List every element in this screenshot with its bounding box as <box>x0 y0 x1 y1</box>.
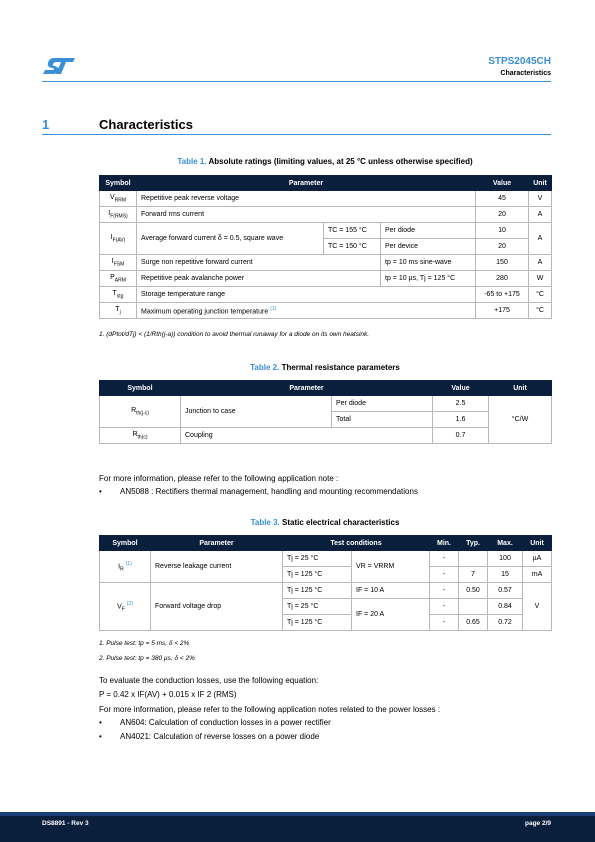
col-value: Value <box>433 381 489 396</box>
col-typ: Typ. <box>459 536 488 551</box>
table-row <box>100 428 552 444</box>
info-paragraph: For more information, please refer to the following application notes related to the power losses : <box>99 705 441 714</box>
min-cell: - <box>430 599 459 615</box>
unit-cell: A <box>529 255 552 271</box>
typ-cell: 7 <box>459 567 488 583</box>
col-symbol: Symbol <box>100 176 137 191</box>
min-cell: - <box>430 615 459 631</box>
doc-revision: DS8891 - Rev 3 <box>42 820 89 827</box>
condition-cell: Tj = 25 °C <box>283 551 352 567</box>
table-row <box>100 191 552 207</box>
table1-footnote: 1. (dPtot/dTj) < (1/Rth(j-a)) condition to avoid thermal runaway for a diode on its own heatsink. <box>99 331 370 338</box>
col-max: Max. <box>488 536 523 551</box>
symbol-rthjc: $R_{th(j-c)}$ <box>100 396 181 428</box>
table-row <box>100 551 552 567</box>
param-cell: Coupling <box>181 428 433 444</box>
param-cell: Average forward current δ = 0.5, square wave <box>137 223 324 255</box>
param-cell: Forward rms current <box>137 207 476 223</box>
condition-cell: TC = 150 °C <box>324 239 381 255</box>
typ-cell <box>459 551 488 567</box>
table-row <box>100 271 552 287</box>
param-cell: Reverse leakage current <box>151 551 283 583</box>
condition-cell: IF = 20 A <box>352 599 430 631</box>
symbol-tj: $T_j$ <box>100 303 137 319</box>
table-row <box>100 303 552 319</box>
symbol-ifrms: $I_{F(RMS)}$ <box>100 207 137 223</box>
page-number: page 2/9 <box>524 820 551 827</box>
equation: P = 0.42 x IF(AV) + 0.015 x IF 2 (RMS) <box>99 690 237 699</box>
symbol-parm: $P_{ARM}$ <box>100 271 137 287</box>
value-cell: +175 <box>476 303 529 319</box>
unit-cell: A <box>529 207 552 223</box>
unit-cell: °C <box>529 303 552 319</box>
table3-caption: Table 3. Static electrical characteristics <box>250 518 400 527</box>
symbol-vf: $V_F$ $^{(2)}$ <box>100 583 151 631</box>
bullet-item: • AN604: Calculation of conduction losses in a power rectifier <box>99 718 331 727</box>
table-row <box>100 583 552 599</box>
bullet-item: • AN4021: Calculation of reverse losses on a power diode <box>99 732 320 741</box>
col-symbol: Symbol <box>100 536 151 551</box>
typ-cell: 0.65 <box>459 615 488 631</box>
value-cell: 10 <box>476 223 529 239</box>
info-paragraph: For more information, please refer to the following application note : <box>99 474 339 483</box>
unit-cell: °C/W <box>489 396 552 444</box>
condition-cell: TC = 155 °C <box>324 223 381 239</box>
col-value: Value <box>476 176 529 191</box>
unit-cell: W <box>529 271 552 287</box>
max-cell: 15 <box>488 567 523 583</box>
value-cell: 20 <box>476 207 529 223</box>
param-cell: Forward voltage drop <box>151 583 283 631</box>
value-cell: 280 <box>476 271 529 287</box>
table3-footnote: 2. Pulse test: tp = 380 µs, δ < 2% <box>99 655 195 662</box>
min-cell: - <box>430 551 459 567</box>
table-row <box>100 287 552 303</box>
static-electrical-table <box>99 535 552 631</box>
table-row <box>100 396 552 412</box>
table-row <box>100 207 552 223</box>
col-unit: Unit <box>489 381 552 396</box>
param-cell: Surge non repetitive forward current <box>137 255 381 271</box>
value-cell: 0.7 <box>433 428 489 444</box>
max-cell: 0.84 <box>488 599 523 615</box>
condition-cell: Per diode <box>381 223 476 239</box>
symbol-ifav: $I_{F(AV)}$ <box>100 223 137 255</box>
param-cell: Repetitive peak reverse voltage <box>137 191 476 207</box>
unit-cell: mA <box>523 567 552 583</box>
symbol-vrrm: $V_{RRM}$ <box>100 191 137 207</box>
min-cell: - <box>430 583 459 599</box>
param-cell: Maximum operating junction temperature $^{(1)}$ <box>137 303 476 319</box>
table2-caption: Table 2. Thermal resistance parameters <box>250 363 400 372</box>
condition-cell: IF = 10 A <box>352 583 430 599</box>
value-cell: 20 <box>476 239 529 255</box>
condition-cell: Tj = 125 °C <box>283 583 352 599</box>
unit-cell: °C <box>529 287 552 303</box>
max-cell: 0.72 <box>488 615 523 631</box>
col-test-conditions: Test conditions <box>283 536 430 551</box>
condition-cell: Per device <box>381 239 476 255</box>
value-cell: 45 <box>476 191 529 207</box>
unit-cell: A <box>529 223 552 255</box>
header-divider <box>42 81 551 82</box>
typ-cell <box>459 599 488 615</box>
symbol-ir: $I_R$ $^{(1)}$ <box>100 551 151 583</box>
section-number: 1 <box>42 117 50 132</box>
table1-caption: Table 1. Absolute ratings (limiting values, at 25 °C unless otherwise specified) <box>177 157 473 166</box>
param-cell: Junction to case <box>181 396 332 428</box>
condition-cell: Total <box>332 412 433 428</box>
col-parameter: Parameter <box>137 176 476 191</box>
col-parameter: Parameter <box>181 381 433 396</box>
condition-cell: Tj = 125 °C <box>283 567 352 583</box>
condition-cell: Tj = 125 °C <box>283 615 352 631</box>
col-parameter: Parameter <box>151 536 283 551</box>
section-title: Characteristics <box>99 117 193 132</box>
table-row <box>100 223 552 239</box>
col-symbol: Symbol <box>100 381 181 396</box>
condition-cell: VR = VRRM <box>352 551 430 583</box>
unit-cell: V <box>523 583 552 631</box>
st-logo <box>42 57 76 75</box>
unit-cell: µA <box>523 551 552 567</box>
section-divider <box>42 134 551 135</box>
param-cell: Repetitive peak avalanche power <box>137 271 381 287</box>
condition-cell: tp = 10 ms sine-wave <box>381 255 476 271</box>
unit-cell: V <box>529 191 552 207</box>
table-row <box>100 255 552 271</box>
max-cell: 0.57 <box>488 583 523 599</box>
condition-cell: Tj = 25 °C <box>283 599 352 615</box>
thermal-resistance-table <box>99 380 552 444</box>
symbol-tstg: $T_{stg}$ <box>100 287 137 303</box>
condition-cell: Per diode <box>332 396 433 412</box>
symbol-ifsm: $I_{FSM}$ <box>100 255 137 271</box>
col-unit: Unit <box>523 536 552 551</box>
bullet-item: • AN5088 : Rectifiers thermal management, handling and mounting recommendations <box>99 487 418 496</box>
doc-subtitle: Characteristics <box>500 70 551 77</box>
col-min: Min. <box>430 536 459 551</box>
value-cell: 1.6 <box>433 412 489 428</box>
param-cell: Storage temperature range <box>137 287 476 303</box>
value-cell: 2.5 <box>433 396 489 412</box>
equation-intro: To evaluate the conduction losses, use the following equation: <box>99 676 319 685</box>
value-cell: 150 <box>476 255 529 271</box>
footnote-ref: (1) <box>270 305 277 312</box>
typ-cell: 0.50 <box>459 583 488 599</box>
absolute-ratings-table <box>99 175 552 319</box>
doc-title: STPS2045CH <box>488 56 551 67</box>
col-unit: Unit <box>529 176 552 191</box>
table3-footnote: 1. Pulse test: tp = 5 ms, δ < 2% <box>99 640 190 647</box>
max-cell: 100 <box>488 551 523 567</box>
value-cell: -65 to +175 <box>476 287 529 303</box>
min-cell: - <box>430 567 459 583</box>
condition-cell: tp = 10 µs, Tj = 125 °C <box>381 271 476 287</box>
symbol-rthc: $R_{th(c)}$ <box>100 428 181 444</box>
footer-bar <box>0 816 595 842</box>
